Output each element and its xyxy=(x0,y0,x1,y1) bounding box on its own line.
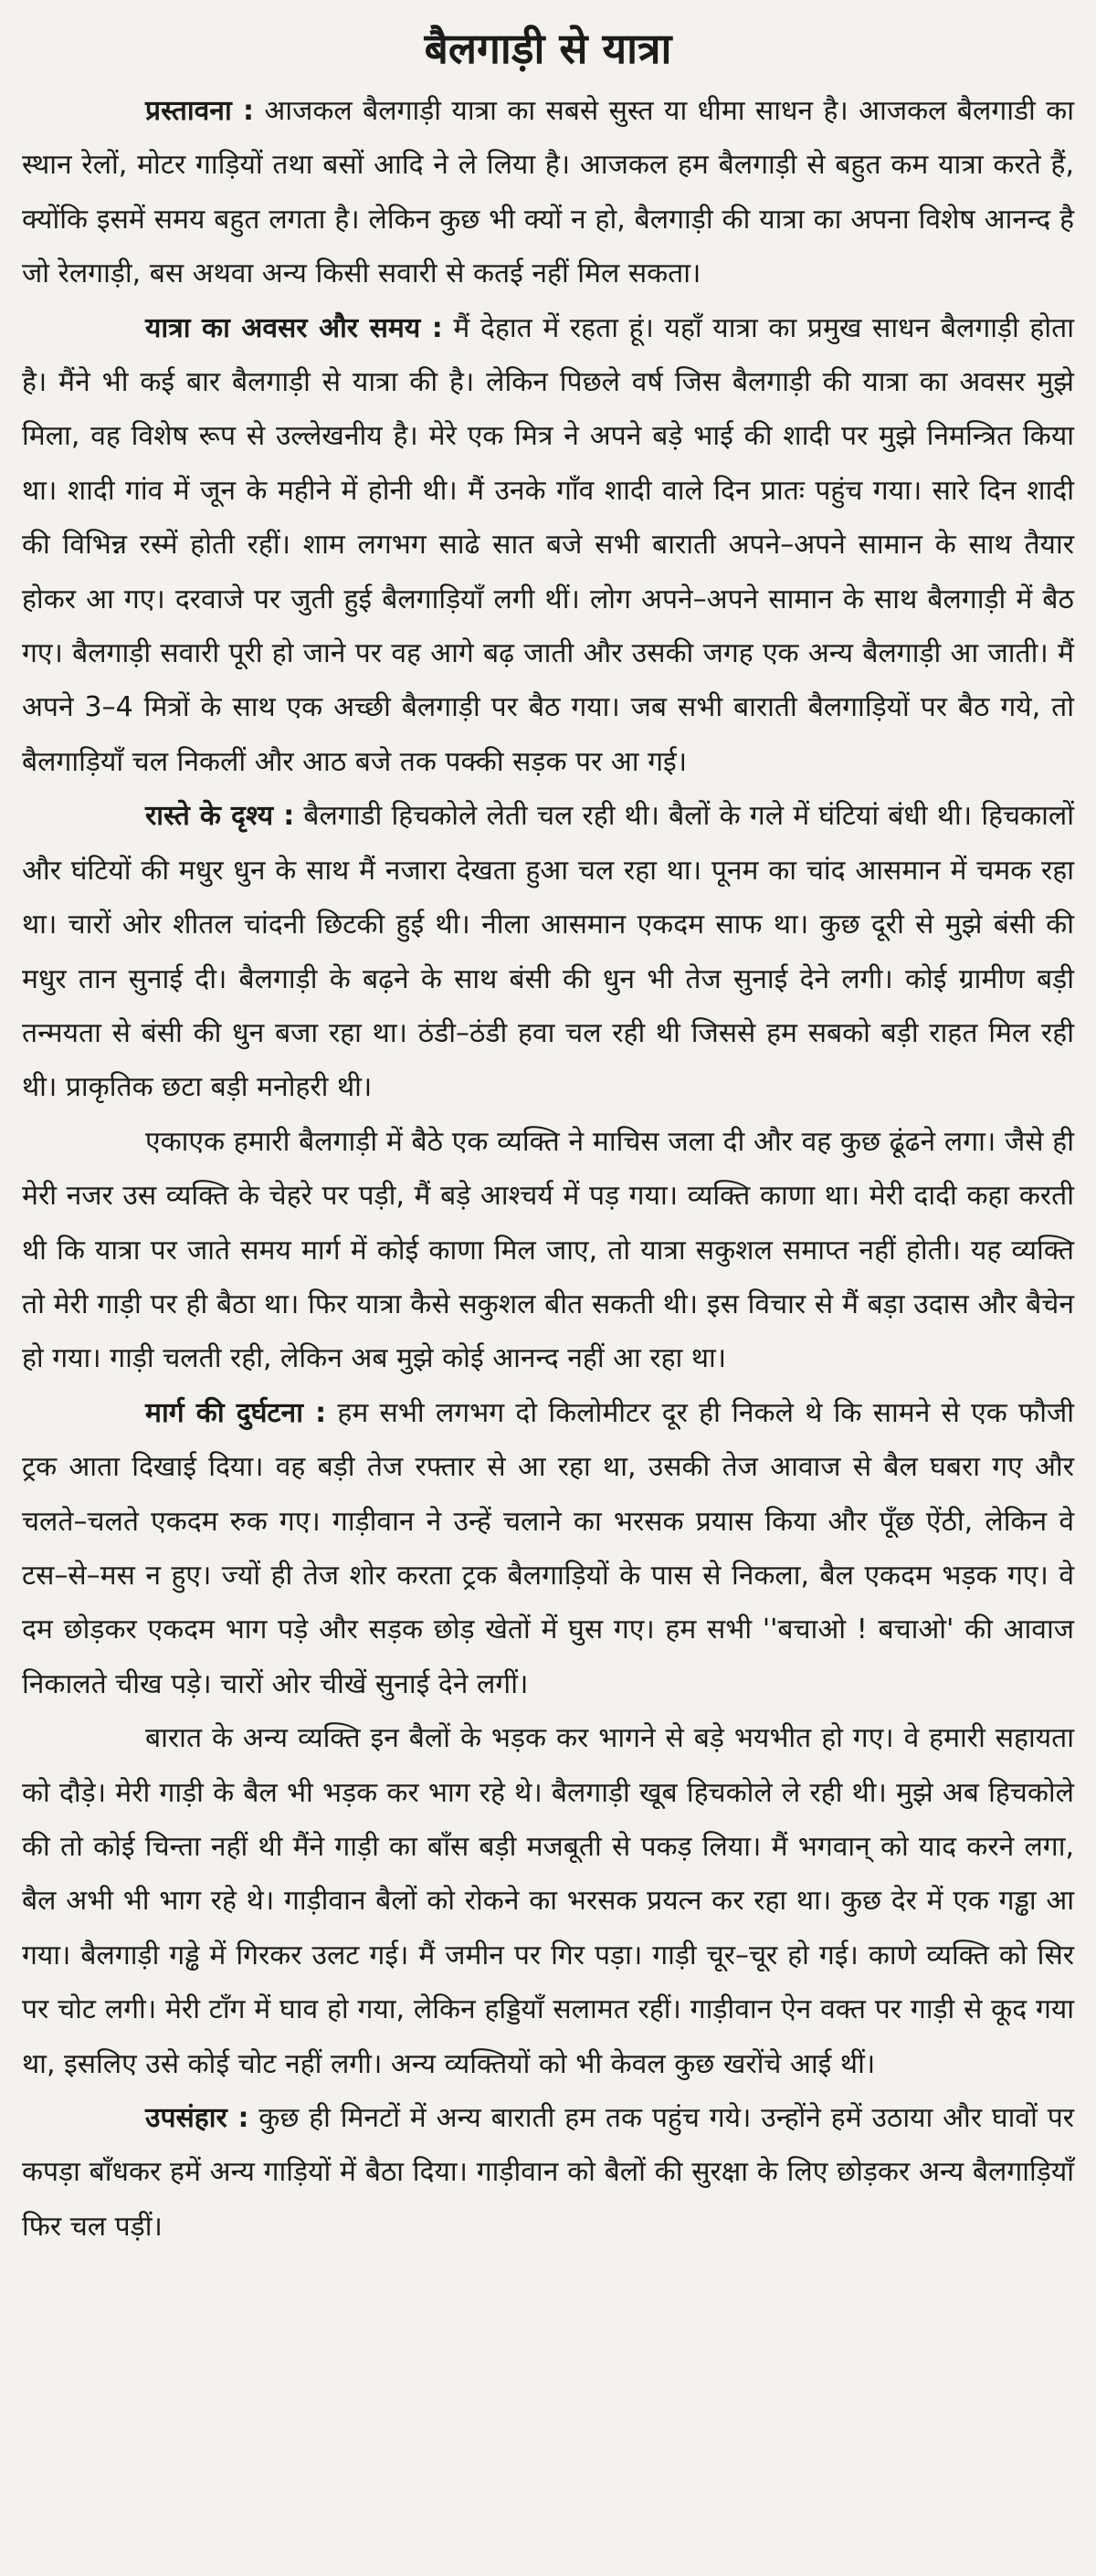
section-heading: उपसंहार : xyxy=(145,2102,249,2135)
section-heading: प्रस्तावना : xyxy=(145,95,255,127)
section-heading: यात्रा का अवसर और समय : xyxy=(145,311,443,344)
section-text: मैं देहात में रहता हूं। यहाँ यात्रा का प्रमुख साधन बैलगाड़ी होता है। मैंने भी कई बार बैलगाड़ी से यात्रा की है। लेकिन पिछले वर्ष जिस बैलगाड़ी की यात्रा का अवसर मुझे मिला, वह विशेष रूप से उल्लेखनीय है। मेरे एक मित्र ने अपने बड़े भाई की शादी पर मुझे निमन्त्रित किया था। शादी गांव में जून के महीने में होनी थी। मैं उनके गाँव शादी वाले दिन प्रातः पहुंच गया। सारे दिन शादी की विभिन्न रस्में होती रहीं। शाम लगभग साढे सात बजे सभी बाराती अपने–अपने सामान के साथ तैयार होकर आ गए। दरवाजे पर जुती हुई बैलगाड़ियाँ लगी थीं। लोग अपने–अपने सामान के साथ बैलगाड़ी में बैठ गए। बैलगाड़ी सवारी पूरी हो जाने पर वह आगे बढ़ जाती और उसकी जगह एक अन्य बैलगाड़ी आ जाती। मैं अपने 3–4 मित्रों के साथ एक अच्छी बैलगाड़ी पर बैठ गया। जब सभी बाराती बैलगाड़ियों पर बैठ गये, तो बैलगाड़ियाँ चल निकलीं और आठ बजे तक पक्की सड़क पर आ गई। xyxy=(22,311,1074,778)
section-text: बारात के अन्य व्यक्ति इन बैलों के भड़क कर भागने से बड़े भयभीत हो गए। वे हमारी सहायता को दौड़े। मेरी गाड़ी के बैल भी भड़क कर भाग रहे थे। बैलगाड़ी खूब हिचकोले ले रही थी। मुझे अब हिचकोले की तो कोई चिन्ता नहीं थी मैंने गाड़ी का बाँस बड़ी मजबूती से पकड़ लिया। मैं भगवान् को याद करने लगा, बैल अभी भी भाग रहे थे। गाड़ीवान बैलों को रोकने का भरसक प्रयत्न कर रहा था। कुछ देर में एक गड्ढा आ गया। बैलगाड़ी गड्ढे में गिरकर उलट गई। मैं जमीन पर गिर पड़ा। गाड़ी चूर–चूर हो गई। काणे व्यक्ति को सिर पर चोट लगी। मेरी टाँग में घाव हो गया, लेकिन हड्डियाँ सलामत रहीं। गाड़ीवान ऐन वक्त पर गाड़ी से कूद गया था, इसलिए उसे कोई चोट नहीं लगी। अन्य व्यक्तियों को भी केवल कुछ खरोंचे आई थीं। xyxy=(22,1722,1074,2080)
section-accident-on-the-way xyxy=(22,1386,1074,1711)
section-text: कुछ ही मिनटों में अन्य बाराती हम तक पहुंच गये। उन्होंने हमें उठाया और घावों पर कपड़ा बाँधकर हमें अन्य गाड़ियों में बैठा दिया। गाड़ीवान को बैलों की सुरक्षा के लिए छोड़कर अन्य बैलगाड़ियाँ फिर चल पड़ीं। xyxy=(22,2102,1074,2243)
essay-title: बैलगाड़ी से यात्रा xyxy=(424,24,672,73)
section-conclusion xyxy=(22,2091,1074,2254)
section-text: आजकल बैलगाड़ी यात्रा का सबसे सुस्त या धीमा साधन है। आजकल बैलगाडी का स्थान रेलों, मोटर गाड़ियों तथा बसों आदि ने ले लिया है। आजकल हम बैलगाड़ी से बहुत कम यात्रा करते हैं, क्योंकि इसमें समय बहुत लगता है। लेकिन कुछ भी क्यों न हो, बैलगाड़ी की यात्रा का अपना विशेष आनन्द है जो रेलगाड़ी, बस अथवा अन्य किसी सवारी से कतई नहीं मिल सकता। xyxy=(22,95,1074,290)
section-heading: मार्ग की दुर्घटना : xyxy=(145,1396,327,1429)
section-scenes-on-the-way xyxy=(22,789,1074,1114)
section-text: हम सभी लगभग दो किलोमीटर दूर ही निकले थे कि सामने से एक फौजी ट्रक आता दिखाई दिया। वह बड़ी तेज रफ्तार से आ रहा था, उसकी तेज आवाज से बैल घबरा गए और चलते–चलते एकदम रुक गए। गाड़ीवान ने उन्हें चलाने का भरसक प्रयास किया और पूँछ ऐंठी, लेकिन वे टस–से–मस न हुए। ज्यों ही तेज शोर करता ट्रक बैलगाड़ियों के पास से निकला, बैल एकदम भड़क गए। वे दम छोड़कर एकदम भाग पड़े और सड़क छोड़ खेतों में घुस गए। हम सभी ''बचाओ ! बचाओ' की आवाज निकालते चीख पड़े। चारों ओर चीखें सुनाई देने लगीं। xyxy=(22,1396,1074,1700)
section-accident-continued xyxy=(22,1711,1074,2091)
section-text: बैलगाडी हिचकोले लेती चल रही थी। बैलों के गले में घंटियां बंधी थी। हिचकालों और घंटियों की मधुर धुन के साथ मैं नजारा देखता हुआ चल रहा था। पूनम का चांद आसमान में चमक रहा था। चारों ओर शीतल चांदनी छिटकी हुई थी। नीला आसमान एकदम साफ था। कुछ दूरी से मुझे बंसी की मधुर तान सुनाई दी। बैलगाड़ी के बढ़ने के साथ बंसी की धुन भी तेज सुनाई देने लगी। कोई ग्रामीण बड़ी तन्मयता से बंसी की धुन बजा रहा था। ठंडी–ठंडी हवा चल रही थी जिससे हम सबको बड़ी राहत मिल रही थी। प्राकृतिक छटा बड़ी मनोहरी थी। xyxy=(22,800,1074,1104)
section-text: एकाएक हमारी बैलगाड़ी में बैठे एक व्यक्ति ने माचिस जला दी और वह कुछ ढूंढने लगा। जैसे ही मेरी नजर उस व्यक्ति के चेहरे पर पड़ी, मैं बड़े आश्चर्य में पड़ गया। व्यक्ति काणा था। मेरी दादी कहा करती थी कि यात्रा पर जाते समय मार्ग में कोई काणा मिल जाए, तो यात्रा सकुशल समाप्त नहीं होती। यह व्यक्ति तो मेरी गाड़ी पर ही बैठा था। फिर यात्रा कैसे सकुशल बीत सकती थी। इस विचार से मैं बड़ा उदास और बैचेन हो गया। गाड़ी चलती रही, लेकिन अब मुझे कोई आनन्द नहीं आ रहा था। xyxy=(22,1125,1074,1375)
section-one-eyed-man xyxy=(22,1115,1074,1386)
section-heading: रास्ते के दृश्य : xyxy=(145,800,295,833)
section-introduction xyxy=(22,84,1074,301)
section-occasion-and-time xyxy=(22,301,1074,790)
